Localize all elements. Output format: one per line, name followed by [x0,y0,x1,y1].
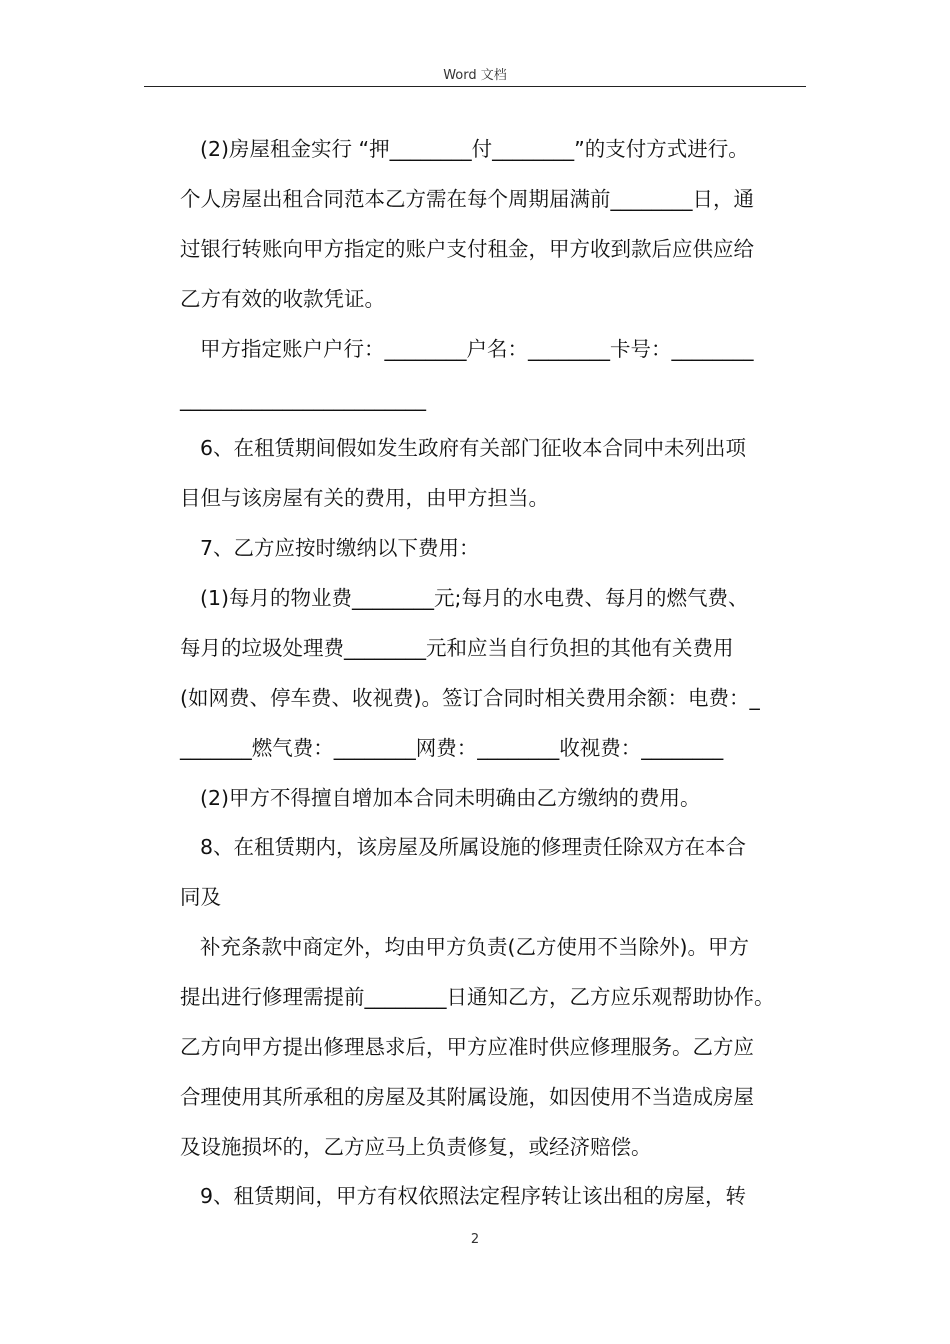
body-line: 7、乙方应按时缴纳以下费用： [200,536,480,560]
body-line: _______燃气费：________网费：________收视费：________ [180,736,724,760]
body-line: 目但与该房屋有关的费用，由甲方担当。 [180,486,549,510]
body-line: 补充条款中商定外，均由甲方负责(乙方使用不当除外)。甲方 [200,935,749,959]
page-number: 2 [470,1232,480,1247]
body-line: (2)房屋租金实行 “押________付________”的支付方式进行。 [200,137,749,161]
body-line: ________________________ [180,387,426,411]
body-line: 6、在租赁期间假如发生政府有关部门征收本合同中未列出项 [200,436,747,460]
body-line: 乙方向甲方提出修理恳求后，甲方应准时供应修理服务。乙方应 [180,1035,754,1059]
body-line: 8、在租赁期内，该房屋及所属设施的修理责任除双方在本合 [200,835,747,859]
body-line: 及设施损坏的，乙方应马上负责修复，或经济赔偿。 [180,1135,652,1159]
body-line: 提出进行修理需提前________日通知乙方，乙方应乐观帮助协作。 [180,985,775,1009]
header-divider [144,86,806,87]
body-line: 同及 [180,885,221,909]
body-line: 9、租赁期间，甲方有权依照法定程序转让该出租的房屋，转 [200,1184,747,1208]
body-line: (2)甲方不得擅自增加本合同未明确由乙方缴纳的费用。 [200,786,701,810]
body-line: 个人房屋出租合同范本乙方需在每个周期届满前________日，通 [180,187,754,211]
body-line: 乙方有效的收款凭证。 [180,287,385,311]
body-line: 甲方指定账户户行：________户名：________卡号：________ [200,337,754,361]
page-header: Word 文档 [443,68,507,83]
body-line: 合理使用其所承租的房屋及其附属设施，如因使用不当造成房屋 [180,1085,754,1109]
body-line: (如网费、停车费、收视费)。签订合同时相关费用余额：电费：_ [180,686,760,710]
body-line: (1)每月的物业费________元;每月的水电费、每月的燃气费、 [200,586,749,610]
body-line: 每月的垃圾处理费________元和应当自行负担的其他有关费用 [180,636,734,660]
body-line: 过银行转账向甲方指定的账户支付租金，甲方收到款后应供应给 [180,237,754,261]
